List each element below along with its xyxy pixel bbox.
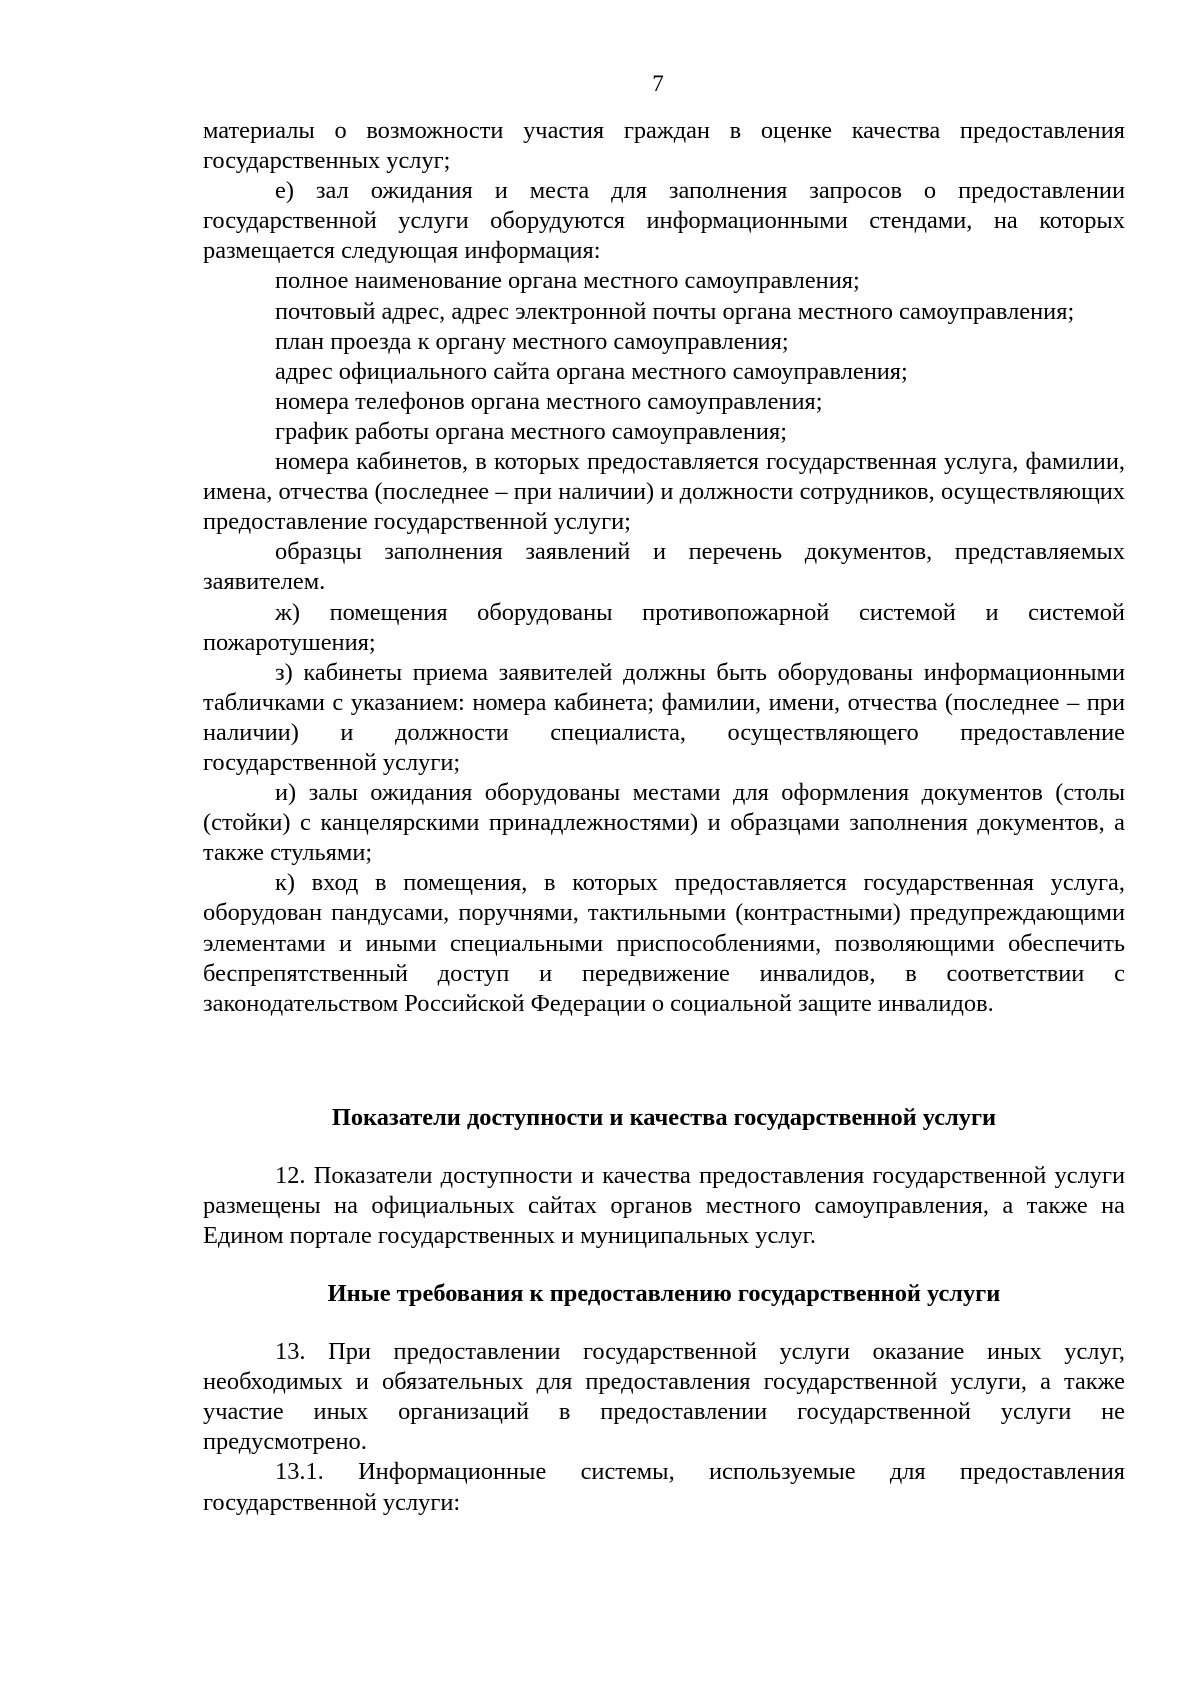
paragraph: ж) помещения оборудованы противопожарной системой и системой пожаротушения; — [203, 598, 1125, 656]
paragraph: полное наименование органа местного самоуправления; — [275, 267, 860, 295]
document-body — [203, 116, 1125, 1518]
paragraph: 13.1. Информационные системы, используемые для предоставления государственной услуги: — [203, 1458, 1125, 1516]
section-gap — [203, 1309, 1125, 1337]
paragraph: образцы заполнения заявлений и перечень документов, представляемых заявителем. — [203, 538, 1125, 596]
section-gap — [203, 1251, 1125, 1279]
paragraph: к) вход в помещения, в которых предоставляется государственная услуга, оборудован пандусами, поручнями, тактильными (контрастными) предупреждающими элементами и иными специальными приспособлениями, позволяющими обеспечить беспрепятственный доступ и передвижение инвалидов, в соответствии с законодательством Российской Федерации о социальной защите инвалидов. — [203, 869, 1125, 1017]
section-gap — [203, 1075, 1125, 1103]
paragraph: е) зал ожидания и места для заполнения запросов о предоставлении государственной услуги оборудуются информационными стендами, на которых размещается следующая информация: — [203, 177, 1125, 265]
paragraph: график работы органа местного самоуправления; — [275, 417, 787, 445]
paragraph: план проезда к органу местного самоуправления; — [275, 327, 789, 355]
paragraph: адрес официального сайта органа местного самоуправления; — [275, 357, 908, 385]
paragraph: 12. Показатели доступности и качества предоставления государственной услуги размещены на официальных сайтах органов местного самоуправления, а также на Едином портале государственных и муниципальных услуг. — [203, 1161, 1125, 1249]
section-gap — [203, 1019, 1125, 1075]
section-heading: Иные требования к предоставлению государственной услуги — [327, 1280, 1001, 1308]
paragraph: з) кабинеты приема заявителей должны быть оборудованы информационными табличками с указанием: номера кабинета; фамилии, имени, отчества (последнее – при наличии) и должности специалиста, осуществляющего предоставление государственной услуги; — [203, 658, 1125, 776]
paragraph: 13. При предоставлении государственной услуги оказание иных услуг, необходимых и обязательных для предоставления государственной услуги, а также участие иных организаций в предоставлении государственной услуги не предусмотрено. — [203, 1338, 1125, 1456]
paragraph: материалы о возможности участия граждан в оценке качества предоставления государственных услуг; — [203, 117, 1125, 175]
section-heading: Показатели доступности и качества государственной услуги — [331, 1103, 997, 1131]
paragraph: и) залы ожидания оборудованы местами для оформления документов (столы (стойки) с канцелярскими принадлежностями) и образцами заполнения документов, а также стульями; — [203, 779, 1125, 867]
paragraph: номера кабинетов, в которых предоставляется государственная услуга, фамилии, имена, отчества (последнее – при наличии) и должности сотрудников, осуществляющих предоставление государственной услуги; — [203, 448, 1125, 536]
section-gap — [203, 1133, 1125, 1161]
page-number: 7 — [652, 71, 664, 96]
paragraph: почтовый адрес, адрес электронной почты органа местного самоуправления; — [275, 297, 1075, 325]
paragraph: номера телефонов органа местного самоуправления; — [275, 387, 823, 415]
